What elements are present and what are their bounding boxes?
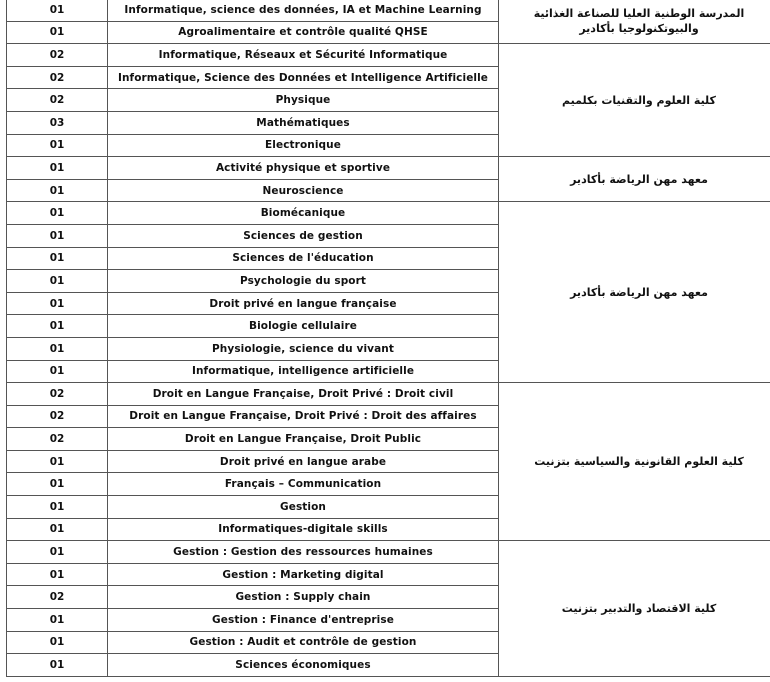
specialty-cell: Biomécanique [108,202,499,225]
institution-cell: المدرسة الوطنية العليا للصناعة الغذائية والبيوتكنولوجيا بأكادير [499,0,770,44]
positions-count-cell: 01 [7,134,108,157]
positions-count-cell: 02 [7,89,108,112]
institution-cell: كلية العلوم والتقنيات بكلميم [499,44,770,157]
table-row [7,541,770,564]
positions-count-cell: 01 [7,0,108,21]
specialty-cell: Français – Communication [108,473,499,496]
positions-count-cell: 01 [7,337,108,360]
specialty-cell: Informatique, Science des Données et Intelligence Artificielle [108,66,499,89]
specialty-cell: Sciences économiques [108,654,499,677]
specialty-cell: Informatique, intelligence artificielle [108,360,499,383]
positions-count-cell: 01 [7,315,108,338]
positions-count-cell: 01 [7,631,108,654]
specialty-cell: Droit en Langue Française, Droit Public [108,428,499,451]
table-row [7,44,770,67]
positions-count-cell: 02 [7,383,108,406]
positions-count-cell: 02 [7,66,108,89]
positions-count-cell: 02 [7,586,108,609]
specialty-cell: Gestion : Finance d'entreprise [108,609,499,632]
specialty-cell: Droit privé en langue française [108,292,499,315]
specialty-cell: Gestion [108,496,499,519]
positions-count-cell: 01 [7,563,108,586]
institution-cell: معهد مهن الرياضة بأكادير [499,202,770,383]
specialty-cell: Activité physique et sportive [108,157,499,180]
specialty-cell: Informatique, science des données, IA et Machine Learning [108,0,499,21]
positions-count-cell: 01 [7,518,108,541]
specialty-cell: Sciences de gestion [108,224,499,247]
specialty-cell: Psychologie du sport [108,270,499,293]
positions-count-cell: 01 [7,270,108,293]
positions-count-cell: 01 [7,450,108,473]
table-row [7,383,770,406]
positions-count-cell: 01 [7,247,108,270]
positions-count-cell: 01 [7,473,108,496]
positions-count-cell: 01 [7,654,108,677]
specialty-cell: Gestion : Audit et contrôle de gestion [108,631,499,654]
specialty-cell: Neuroscience [108,179,499,202]
positions-count-cell: 02 [7,428,108,451]
positions-count-cell: 01 [7,157,108,180]
positions-count-cell: 01 [7,360,108,383]
specialty-cell: Informatiques-digitale skills [108,518,499,541]
positions-count-cell: 01 [7,496,108,519]
specialty-cell: Physiologie, science du vivant [108,337,499,360]
positions-count-cell: 01 [7,609,108,632]
positions-count-cell: 01 [7,179,108,202]
positions-count-cell: 03 [7,111,108,134]
specialty-cell: Informatique, Réseaux et Sécurité Informatique [108,44,499,67]
specialty-cell: Gestion : Marketing digital [108,563,499,586]
table-row [7,0,770,21]
positions-count-cell: 02 [7,44,108,67]
institution-cell: معهد مهن الرياضة بأكادير [499,157,770,202]
specialty-cell: Agroalimentaire et contrôle qualité QHSE [108,21,499,44]
positions-table [6,0,770,677]
institution-cell: كلية الاقتصاد والتدبير بتزنيت [499,541,770,677]
specialty-cell: Gestion : Supply chain [108,586,499,609]
positions-count-cell: 01 [7,541,108,564]
positions-count-cell: 01 [7,224,108,247]
table-row [7,202,770,225]
specialty-cell: Droit en Langue Française, Droit Privé : Droit des affaires [108,405,499,428]
specialty-cell: Droit privé en langue arabe [108,450,499,473]
table-row [7,157,770,180]
specialty-cell: Mathématiques [108,111,499,134]
specialty-cell: Electronique [108,134,499,157]
positions-count-cell: 01 [7,21,108,44]
table-body [7,0,770,676]
specialty-cell: Sciences de l'éducation [108,247,499,270]
specialty-cell: Physique [108,89,499,112]
positions-count-cell: 02 [7,405,108,428]
positions-count-cell: 01 [7,292,108,315]
specialty-cell: Droit en Langue Française, Droit Privé : Droit civil [108,383,499,406]
specialty-cell: Biologie cellulaire [108,315,499,338]
specialty-cell: Gestion : Gestion des ressources humaines [108,541,499,564]
institution-cell: كلية العلوم القانونية والسياسية بتزنيت [499,383,770,541]
positions-count-cell: 01 [7,202,108,225]
